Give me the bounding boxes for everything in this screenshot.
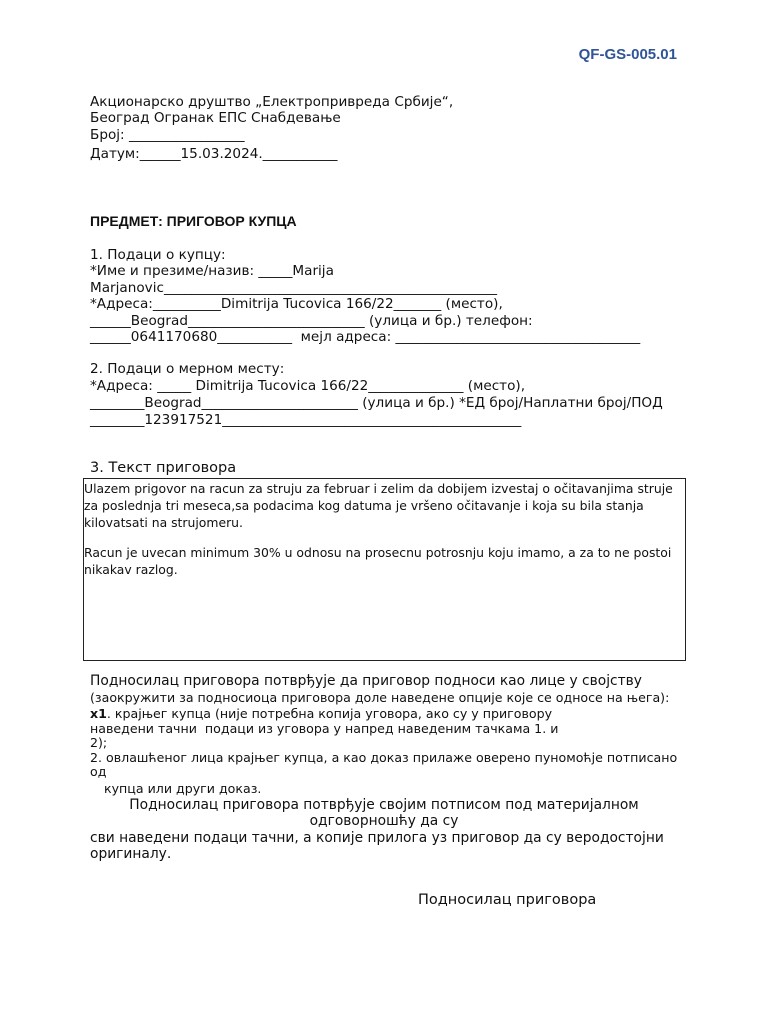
option-1-continued: наведени тачни подаци из уговора у напред наведеним тачкама 1. и	[90, 721, 559, 736]
confirmation-intro: Подносилац приговора потврђује да приговор подноси као лице у својству	[90, 673, 642, 689]
complaint-text-line: Ulazem prigovor na racun za struju za februar i zelim da dobijem izvestaj o očitavanjima struje	[84, 481, 673, 496]
complaint-text-line: Racun je uvecan minimum 30% u odnosu na prosecnu potrosnju koju imamo, a za to ne postoi	[84, 545, 672, 560]
option-selected-mark: x1	[90, 706, 107, 721]
option-1-text: . крајњег купца (није потребна копија уговора, ако су у приговору	[106, 706, 553, 721]
signature-label: Подносилац приговора	[418, 892, 597, 908]
section3-title: 3. Текст приговора	[90, 460, 237, 476]
complaint-paragraph-1	[84, 480, 673, 531]
section1-title: 1. Подаци о купцу:	[90, 247, 226, 263]
customer-city-phone-line: ______Beograd__________________________ (улица и бр.) телефон:	[90, 313, 533, 329]
option-1-end: 2);	[90, 735, 108, 750]
header-line-date: Датум:______15.03.2024.___________	[90, 146, 338, 162]
option-final-customer	[90, 706, 552, 722]
complaint-paragraph-2	[84, 544, 671, 578]
customer-name-line: *Име и презиме/назив: _____Marija	[90, 263, 334, 279]
document-code: QF-GS-005.01	[578, 46, 677, 63]
customer-address-line: *Адреса:__________Dimitrija Tucovica 166/22_______ (место),	[90, 296, 503, 312]
complaint-text-box[interactable]	[83, 478, 686, 661]
metering-city-line: ________Beograd_______________________ (улица и бр.) *ЕД број/Наплатни број/ПОД	[90, 395, 663, 411]
complaint-text-line: za poslednja tri meseca,sa podacima kog datuma je vršeno očitavanje i koja su bila stanja	[84, 498, 644, 513]
option-2-continued: од	[90, 764, 107, 779]
header-line-number: Број: _________________	[90, 127, 245, 143]
option-authorized-person: 2. овлашћеног лица крајњег купца, а као доказ прилаже оверено пуномоћје потписано	[90, 750, 678, 765]
statement-line-4: оригиналу.	[90, 846, 172, 862]
header-line-company: Акционарско друштво „Електропривреда Србије“,	[90, 94, 454, 110]
metering-address-line: *Адреса: _____ Dimitrija Tucovica 166/22______________ (место),	[90, 378, 526, 394]
metering-pod-line: ________123917521____________________________________________	[90, 412, 522, 428]
statement-line-1: Подносилац приговора потврђује својим потписом под материјалном	[129, 797, 639, 813]
header-line-branch: Београд Огранак ЕПС Снабдевање	[90, 110, 341, 126]
section2-title: 2. Подаци о мерном месту:	[90, 361, 285, 377]
complaint-text-line: kilovatsati na strujomeru.	[84, 515, 243, 530]
customer-phone-email-line: ______0641170680___________ мејл адреса: ____________________________________	[90, 329, 641, 345]
statement-line-3: сви наведени подаци тачни, а копије прилога уз приговор да су веродостојни	[90, 830, 664, 846]
confirmation-instruction: (заокружити за подносиоца приговора доле наведене опције које се односе на њега):	[90, 690, 670, 705]
complaint-text-line: nikakav razlog.	[84, 562, 178, 577]
customer-name-continued: Marjanovic_________________________________________________	[90, 280, 498, 296]
statement-line-2: одговорношћу да су	[309, 813, 459, 829]
option-2-end: купца или други доказ.	[104, 781, 262, 796]
subject-heading: ПРЕДМЕТ: ПРИГОВОР КУПЦА	[90, 213, 297, 229]
